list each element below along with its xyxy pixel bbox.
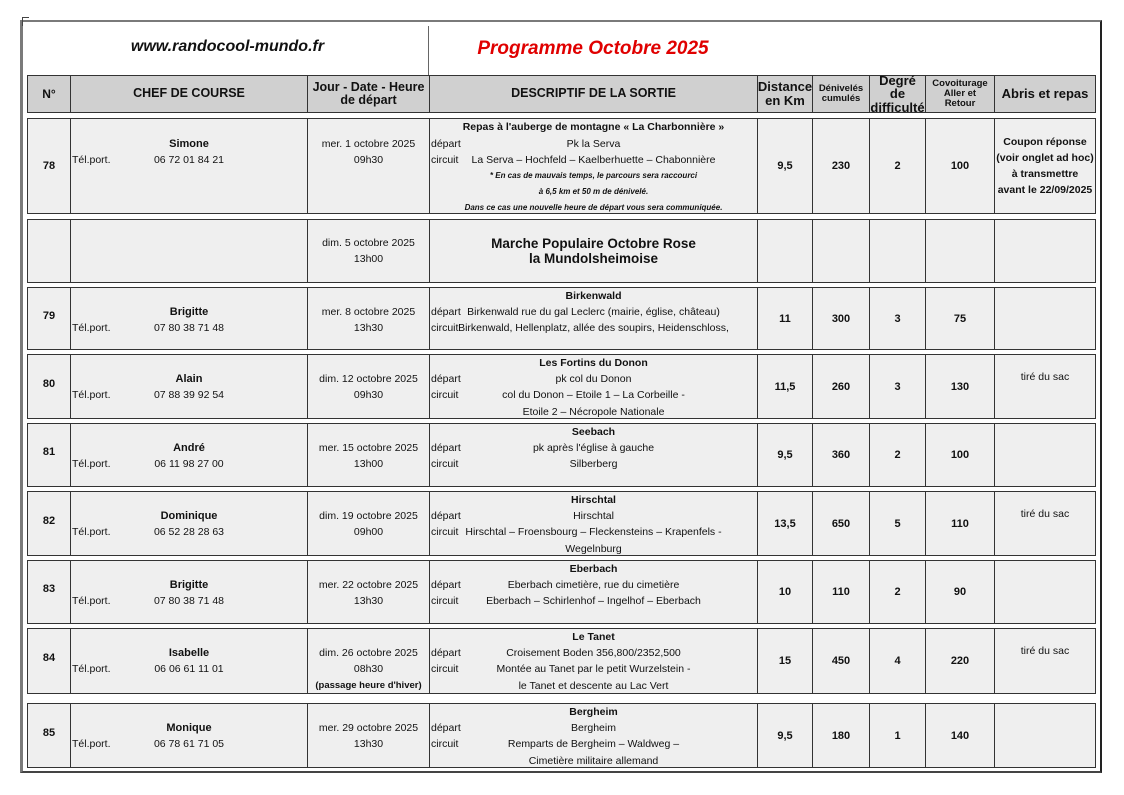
covoit-cell (925, 628, 995, 694)
covoit-cell (925, 560, 995, 624)
chef-name: André (173, 442, 205, 454)
chef-cell (70, 560, 308, 624)
depart-label: départ (431, 373, 461, 385)
date-text: dim. 19 octobre 2025 (319, 510, 418, 522)
chef-phone: 06 52 28 28 63 (153, 526, 225, 538)
depart-label: départ (431, 442, 461, 454)
tel-label: Tél.port. (72, 322, 111, 334)
date-cell (307, 354, 430, 419)
denivele-value: 300 (831, 312, 851, 325)
tel-label: Tél.port. (72, 663, 111, 675)
row-num-cell (27, 703, 71, 768)
chef-phone: 07 80 38 71 48 (153, 322, 225, 334)
chef-cell (70, 287, 308, 350)
col-header-num (27, 75, 71, 113)
desc-cell (429, 354, 758, 419)
circuit-text: Birkenwald, Hellenplatz, allée des soupirs, Heidenschloss, (458, 322, 729, 334)
col-header-covoit (925, 75, 995, 113)
desc-cell (429, 703, 758, 768)
row-num: 82 (42, 514, 56, 527)
date-text: dim. 12 octobre 2025 (319, 373, 418, 385)
time-text: 08h30 (353, 663, 384, 675)
tel-label: Tél.port. (72, 389, 111, 401)
tel-label: Tél.port. (72, 526, 111, 538)
distance-value: 9,5 (777, 729, 793, 742)
row-num: 81 (42, 446, 56, 458)
time-text: 13h30 (353, 595, 384, 607)
denivele-cell (812, 491, 870, 556)
denivele-cell (812, 703, 870, 768)
depart-text: pk après l'église à gauche (532, 442, 655, 454)
table-row (27, 703, 1096, 768)
depart-text: Bergheim (571, 722, 616, 734)
covoit-value: 100 (950, 449, 970, 461)
col-header-abris (994, 75, 1096, 113)
degre-cell (869, 423, 926, 487)
col-header-distance-line1: Distance (757, 79, 813, 95)
denivele-cell (812, 354, 870, 419)
row-num-cell (27, 491, 71, 556)
depart-text: Croisement Boden 356,800/2352,500 (506, 647, 681, 659)
col-header-denivele (812, 75, 870, 113)
row-num-cell (27, 219, 71, 283)
corner-mark (22, 17, 29, 26)
chef-cell (70, 423, 308, 487)
depart-text: Eberbach cimetière, rue du cimetière (507, 579, 680, 591)
row-num: 85 (42, 726, 56, 739)
time-text: 13h30 (353, 322, 384, 334)
desc-cell (429, 423, 758, 487)
distance-value: 9,5 (777, 449, 793, 461)
abris-cell (994, 219, 1096, 283)
chef-name: Brigitte (169, 306, 209, 318)
depart-text: Birkenwald rue du gal Leclerc (mairie, église, château) (467, 306, 720, 318)
table-row (27, 560, 1096, 624)
depart-text: Hirschtal (573, 510, 614, 522)
circuit-text: Eberbach – Schirlenhof – Ingelhof – Eberbach (486, 595, 701, 607)
table-row (27, 354, 1096, 419)
desc-title: Hirschtal (571, 494, 616, 506)
circuit-text: Remparts de Bergheim – Waldweg – (507, 738, 680, 750)
chef-phone: 06 72 01 84 21 (153, 154, 225, 166)
table-row (27, 628, 1096, 694)
row-num-cell (27, 628, 71, 694)
degre-cell (869, 219, 926, 283)
denivele-cell (812, 560, 870, 624)
distance-cell (757, 703, 813, 768)
degre-value: 2 (894, 160, 901, 172)
date-text: mer. 1 octobre 2025 (321, 138, 416, 150)
desc-title: Eberbach (569, 563, 618, 575)
col-header-date-line2: de départ (340, 93, 397, 107)
degre-cell (869, 287, 926, 350)
abris-cell (994, 628, 1096, 694)
col-header-distance-line2: en Km (765, 93, 805, 108)
distance-value: 13,5 (774, 517, 796, 530)
date-cell (307, 423, 430, 487)
covoit-cell (925, 287, 995, 350)
denivele-cell (812, 219, 870, 283)
degre-value: 4 (894, 655, 901, 667)
desc-title: Le Tanet (572, 631, 615, 643)
circuit-text: Hirschtal – Froensbourg – Fleckensteins – Krapenfels - (465, 526, 722, 538)
degre-cell (869, 491, 926, 556)
date-text: mer. 29 octobre 2025 (318, 722, 419, 734)
time-text: 09h30 (353, 154, 384, 166)
date-cell (307, 118, 430, 214)
col-header-covoit-line3: Retour (944, 97, 976, 109)
desc-cell (429, 219, 758, 283)
desc-cell (429, 628, 758, 694)
chef-cell (70, 354, 308, 419)
distance-value: 10 (778, 586, 792, 598)
desc-title: Seebach (571, 426, 616, 438)
circuit-text: Wegelnburg (565, 543, 622, 555)
distance-cell (757, 491, 813, 556)
col-header-chef-label: CHEF DE COURSE (133, 86, 245, 101)
chef-phone: 06 78 61 71 05 (153, 738, 225, 750)
date-cell (307, 703, 430, 768)
col-header-chef (70, 75, 308, 113)
denivele-cell (812, 423, 870, 487)
chef-cell (70, 491, 308, 556)
distance-cell (757, 219, 813, 283)
col-header-degre-line2: difficulté (870, 99, 925, 115)
date-text: mer. 8 octobre 2025 (321, 306, 416, 318)
denivele-value: 450 (831, 655, 851, 667)
desc-cell (429, 560, 758, 624)
degre-cell (869, 560, 926, 624)
distance-cell (757, 354, 813, 419)
desc-cell (429, 491, 758, 556)
covoit-value: 140 (950, 729, 970, 742)
col-header-desc (429, 75, 758, 113)
degre-value: 2 (894, 449, 901, 461)
time-text: 13h00 (353, 253, 384, 265)
distance-cell (757, 423, 813, 487)
denivele-cell (812, 287, 870, 350)
col-header-num-label: N° (42, 86, 56, 101)
circuit-label: circuit (431, 154, 459, 166)
site-url: www.randocool-mundo.fr (130, 38, 325, 55)
row-num: 79 (42, 309, 56, 322)
chef-name: Monique (166, 722, 212, 734)
circuit-label: circuit (431, 458, 459, 470)
distance-value: 11 (779, 312, 791, 325)
circuit-text: La Serva – Hochfeld – Kaelberhuette – Chabonnière (471, 154, 716, 166)
col-header-distance (757, 75, 813, 113)
row-num: 80 (42, 377, 56, 390)
circuit-label: circuit (431, 526, 459, 538)
table-row (27, 118, 1096, 214)
row-num-cell (27, 118, 71, 214)
distance-value: 9,5 (777, 160, 793, 172)
row-num: 83 (42, 583, 56, 595)
date-text: mer. 22 octobre 2025 (318, 579, 419, 591)
time-text: 13h30 (353, 738, 384, 750)
chef-name: Alain (175, 373, 203, 385)
event-title: Marche Populaire Octobre Rose (491, 236, 696, 251)
date-cell (307, 491, 430, 556)
denivele-value: 260 (831, 380, 851, 393)
abris-cell (994, 560, 1096, 624)
depart-label: départ (431, 647, 461, 659)
row-num: 78 (42, 160, 56, 172)
table-row (27, 287, 1096, 350)
degre-value: 5 (894, 517, 901, 530)
abris-cell (994, 423, 1096, 487)
circuit-label: circuit (431, 595, 459, 607)
chef-cell (70, 219, 308, 283)
chef-phone: 07 88 39 92 54 (153, 389, 225, 401)
event-subtitle: la Mundolsheimoise (528, 251, 659, 266)
covoit-cell (925, 219, 995, 283)
time-text: 09h30 (353, 389, 384, 401)
denivele-value: 230 (831, 160, 851, 172)
covoit-cell (925, 423, 995, 487)
distance-cell (757, 118, 813, 214)
circuit-text: Etoile 2 – Nécropole Nationale (522, 406, 665, 418)
abris-cell (994, 287, 1096, 350)
degre-cell (869, 703, 926, 768)
distance-cell (757, 628, 813, 694)
abris-text: tiré du sac (1020, 371, 1070, 383)
desc-title: Repas à l'auberge de montagne « La Charbonnière » (462, 121, 725, 133)
date-text: mer. 15 octobre 2025 (318, 442, 419, 454)
tel-label: Tél.port. (72, 738, 111, 750)
covoit-cell (925, 491, 995, 556)
table-row (27, 423, 1096, 487)
distance-value: 11,5 (774, 380, 796, 393)
depart-label: départ (431, 579, 461, 591)
date-cell (307, 560, 430, 624)
depart-text: Pk la Serva (566, 138, 621, 150)
depart-label: départ (431, 510, 461, 522)
chef-cell (70, 703, 308, 768)
date-cell (307, 287, 430, 350)
desc-title: Bergheim (569, 706, 618, 718)
col-header-desc-label: DESCRIPTIF DE LA SORTIE (511, 86, 676, 101)
denivele-value: 110 (832, 586, 850, 598)
event-row (27, 219, 1096, 283)
weather-note: Dans ce cas une nouvelle heure de départ vous sera communiquée. (464, 203, 723, 212)
chef-name: Brigitte (169, 579, 209, 591)
circuit-text: Montée au Tanet par le petit Wurzelstein - (496, 663, 691, 675)
date-text: dim. 26 octobre 2025 (319, 647, 418, 659)
chef-name: Isabelle (168, 647, 210, 659)
abris-text: avant le 22/09/2025 (997, 184, 1093, 196)
program-title: Programme Octobre 2025 (477, 38, 709, 59)
weather-note: à 6,5 km et 50 m de dénivelé. (538, 187, 649, 196)
degre-value: 1 (894, 729, 901, 742)
denivele-value: 360 (831, 449, 851, 461)
abris-text: Coupon réponse (1003, 136, 1087, 148)
covoit-value: 90 (953, 586, 967, 598)
circuit-text: le Tanet et descente au Lac Vert (518, 680, 669, 692)
col-header-degre-line1: Degré de (879, 72, 916, 102)
circuit-text: Cimetière militaire allemand (528, 755, 659, 767)
denivele-value: 180 (831, 729, 851, 742)
distance-value: 15 (778, 655, 792, 667)
denivele-cell (812, 628, 870, 694)
abris-text: (voir onglet ad hoc) (996, 152, 1094, 164)
col-header-covoit-line2: Aller et (943, 88, 977, 100)
abris-cell (994, 703, 1096, 768)
row-num-cell (27, 560, 71, 624)
row-num: 84 (42, 652, 56, 664)
desc-cell (429, 287, 758, 350)
tel-label: Tél.port. (72, 458, 111, 470)
covoit-value: 110 (951, 517, 969, 530)
distance-cell (757, 560, 813, 624)
date-cell (307, 628, 430, 694)
depart-text: pk col du Donon (555, 373, 632, 385)
col-header-covoit-line1: Covoiturage (932, 78, 988, 90)
circuit-text: col du Donon – Etoile 1 – La Corbeille - (502, 389, 685, 401)
desc-title: Birkenwald (565, 290, 622, 302)
chef-phone: 07 80 38 71 48 (153, 595, 225, 607)
degre-value: 3 (894, 312, 901, 325)
circuit-label: circuit (431, 663, 459, 675)
abris-cell (994, 491, 1096, 556)
abris-text: tiré du sac (1020, 508, 1070, 520)
weather-note: * En cas de mauvais temps, le parcours sera raccourci (489, 171, 698, 180)
denivele-cell (812, 118, 870, 214)
table-row (27, 491, 1096, 556)
time-text: 09h00 (353, 526, 384, 538)
date-note: (passage heure d'hiver) (315, 680, 422, 691)
covoit-value: 130 (950, 380, 970, 393)
covoit-cell (925, 703, 995, 768)
covoit-value: 75 (953, 312, 967, 325)
col-header-abris-label: Abris et repas (1001, 86, 1089, 102)
depart-label: départ (431, 722, 461, 734)
abris-text: tiré du sac (1020, 645, 1070, 657)
tel-label: Tél.port. (72, 154, 111, 166)
chef-cell (70, 628, 308, 694)
distance-cell (757, 287, 813, 350)
desc-title: Les Fortins du Donon (539, 357, 648, 369)
time-text: 13h00 (353, 458, 384, 470)
date-text: dim. 5 octobre 2025 (322, 237, 415, 249)
covoit-value: 100 (950, 160, 970, 172)
circuit-label: circuit (431, 389, 459, 401)
col-header-denivele-line2: cumulés (821, 93, 861, 104)
abris-cell (994, 118, 1096, 214)
tel-label: Tél.port. (72, 595, 111, 607)
covoit-value: 220 (950, 655, 970, 667)
col-header-degre (869, 72, 926, 115)
degre-cell (869, 354, 926, 419)
chef-phone: 06 11 98 27 00 (154, 458, 224, 470)
chef-name: Simone (169, 138, 209, 150)
desc-cell (429, 118, 758, 214)
circuit-text: Silberberg (569, 458, 618, 470)
degre-value: 3 (894, 380, 901, 393)
circuit-label: circuit (431, 738, 459, 750)
covoit-cell (925, 354, 995, 419)
row-num-cell (27, 423, 71, 487)
covoit-cell (925, 118, 995, 214)
date-cell (307, 219, 430, 283)
degre-cell (869, 118, 926, 214)
row-num-cell (27, 354, 71, 419)
row-num-cell (27, 287, 71, 350)
col-header-date (307, 75, 430, 113)
denivele-value: 650 (831, 517, 851, 530)
chef-name: Dominique (160, 510, 218, 522)
degre-cell (869, 628, 926, 694)
depart-label: départ (431, 138, 461, 150)
col-header-denivele-line1: Dénivelés (818, 83, 864, 95)
circuit-label: circuit (431, 322, 459, 334)
col-header-date-line1: Jour - Date - Heure (312, 79, 425, 94)
degre-value: 2 (894, 586, 901, 598)
chef-cell (70, 118, 308, 214)
abris-cell (994, 354, 1096, 419)
depart-label: départ (431, 306, 461, 318)
abris-text: à transmettre (1011, 168, 1079, 180)
chef-phone: 06 06 61 11 01 (154, 663, 224, 675)
